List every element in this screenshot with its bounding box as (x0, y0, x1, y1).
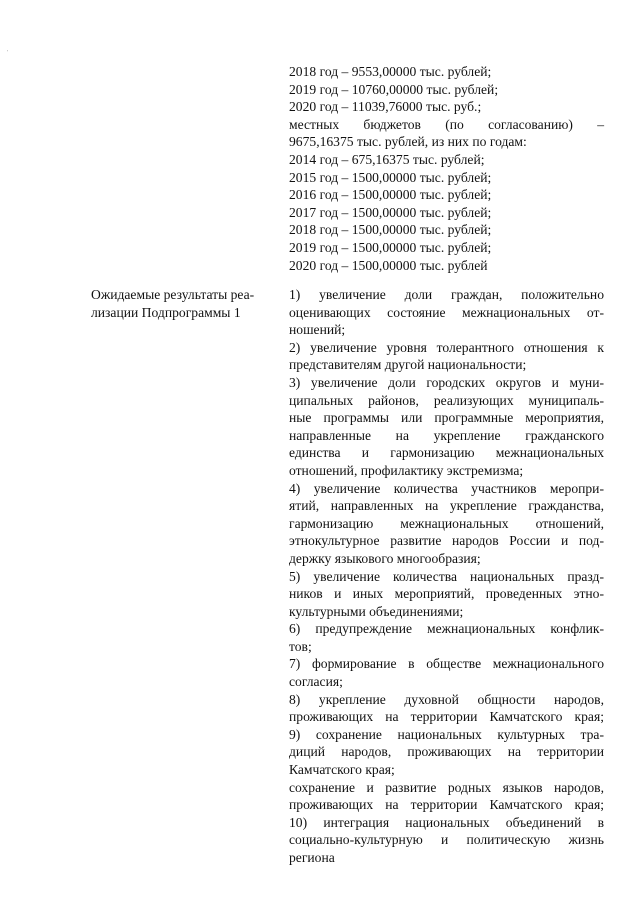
funding-line: 2020 год – 1500,00000 тыс. рублей (289, 257, 488, 273)
funding-line: 2019 год – 10760,00000 тыс. рублей; (289, 81, 499, 97)
funding-line: 2017 год – 1500,00000 тыс. рублей; (289, 204, 492, 220)
result-line: 8) укрепление духовной общности народов, (289, 691, 604, 707)
result-line: представителям другой национальности; (289, 357, 527, 373)
result-line: 5) увеличение количества национальных празд- (289, 568, 604, 584)
expected-results-label (91, 286, 271, 322)
result-line: диций народов, проживающих на территории (289, 744, 604, 760)
funding-line: 2015 год – 1500,00000 тыс. рублей; (289, 169, 492, 185)
label-line: лизации Подпрограммы 1 (91, 305, 241, 320)
result-line: направленные на укрепление гражданского (289, 427, 604, 443)
result-line: ношений; (289, 322, 346, 338)
result-line: региона (289, 850, 335, 865)
result-line: проживающих на территории Камчатского края; (289, 797, 604, 813)
result-line: ные программы или программные мероприятия, (289, 410, 604, 426)
result-line: ципальных районов, реализующих муниципаль- (289, 392, 604, 408)
result-line: гармонизацию межнациональных отношений, (289, 515, 604, 531)
result-line: 4) увеличение количества участников меропри- (289, 480, 604, 496)
funding-line: 2014 год – 675,16375 тыс. рублей; (289, 151, 485, 167)
result-line: 9) сохранение национальных культурных тра- (289, 726, 604, 742)
funding-line: 2018 год – 1500,00000 тыс. рублей; (289, 222, 492, 238)
funding-line: местных бюджетов (по согласованию) – (289, 116, 604, 132)
result-line: проживающих на территории Камчатского края; (289, 709, 604, 725)
result-line: сохранение и развитие родных языков народов, (289, 779, 604, 795)
result-line: оценивающих состояние межнациональных от- (289, 304, 604, 320)
funding-line: 9675,16375 тыс. рублей, из них по годам: (289, 134, 527, 150)
result-line: держку языкового многообразия; (289, 550, 481, 566)
result-line: ятий, направленных на укрепление гражданства, (289, 498, 604, 514)
funding-line: 2016 год – 1500,00000 тыс. рублей; (289, 187, 492, 203)
result-line: единства и гармонизацию межнациональных (289, 445, 604, 461)
result-line: 6) предупреждение межнациональных конфлик- (289, 621, 604, 637)
result-line: согласия; (289, 674, 343, 690)
funding-line: 2019 год – 1500,00000 тыс. рублей; (289, 239, 492, 255)
funding-by-year-list (289, 63, 604, 274)
result-line: 1) увеличение доли граждан, положительно (289, 287, 604, 302)
result-line: тов; (289, 638, 312, 654)
result-line: ников и иных мероприятий, проведенных этно- (289, 586, 604, 602)
funding-line: 2018 год – 9553,00000 тыс. рублей; (289, 64, 492, 79)
scan-mark: ' (7, 50, 9, 56)
result-line: этнокультурное развитие народов России и под- (289, 533, 604, 549)
funding-line: 2020 год – 11039,76000 тыс. руб.; (289, 99, 482, 115)
result-line: 2) увеличение уровня толерантного отношения к (289, 339, 604, 355)
result-line: отношений, профилактику экстремизма; (289, 462, 524, 478)
result-line: Камчатского края; (289, 762, 395, 778)
label-line: Ожидаемые результаты реа- (91, 287, 255, 302)
result-line: социально-культурную и политическую жизнь (289, 832, 604, 848)
result-line: 7) формирование в обществе межнационального (289, 656, 604, 672)
result-line: 10) интеграция национальных объединений в (289, 814, 604, 830)
result-line: 3) увеличение доли городских округов и муни- (289, 374, 604, 390)
expected-results-list (289, 286, 604, 867)
result-line: культурными объединениями; (289, 603, 464, 619)
